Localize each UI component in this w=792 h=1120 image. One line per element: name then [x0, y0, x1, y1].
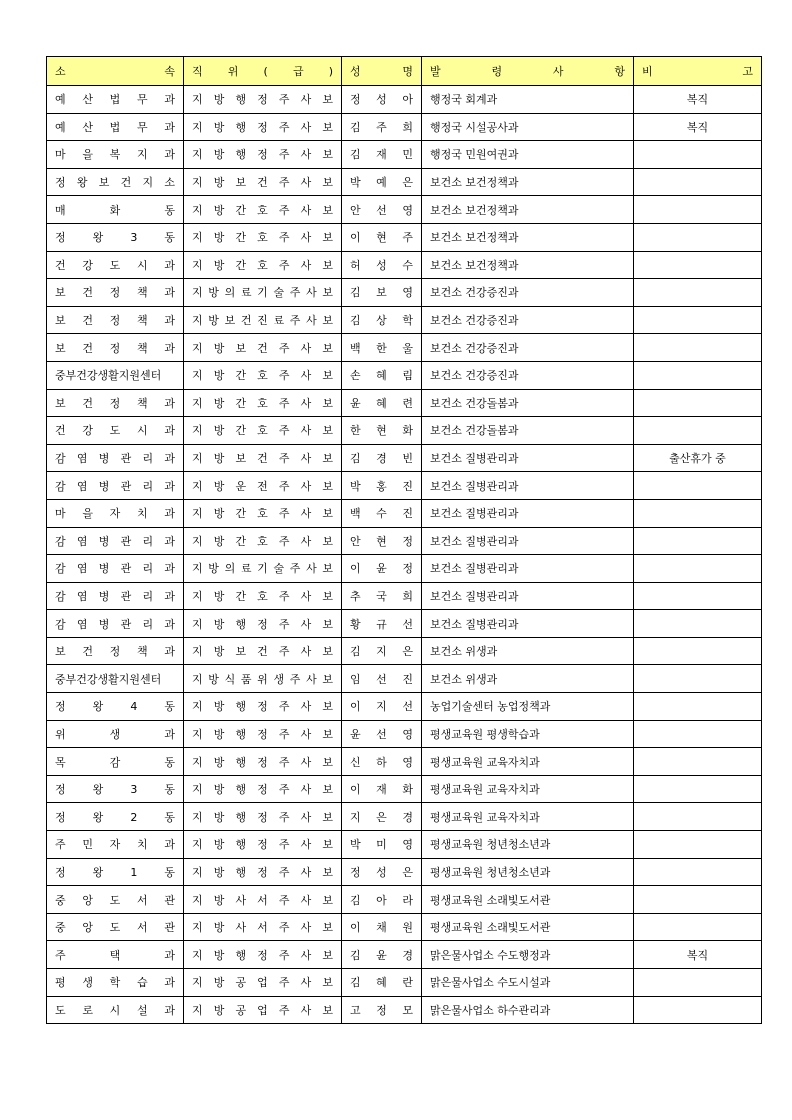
note-cell [634, 748, 762, 776]
table-row [47, 913, 762, 941]
order-cell: 보건소 건강돌봄과 [422, 417, 634, 445]
name-cell: 윤 혜 련 [342, 389, 422, 417]
order-cell: 보건소 보건정책과 [422, 168, 634, 196]
note-cell [634, 803, 762, 831]
order-cell: 보건소 건강증진과 [422, 279, 634, 307]
note-cell [634, 417, 762, 445]
table-row [47, 941, 762, 969]
position-cell: 지 방 행 정 주 사 보 [184, 693, 342, 721]
position-cell: 지 방 행 정 주 사 보 [184, 858, 342, 886]
name-cell: 박 예 은 [342, 168, 422, 196]
name-cell: 이 현 주 [342, 223, 422, 251]
note-cell [634, 472, 762, 500]
dept-cell: 감 염 병 관 리 과 [47, 444, 184, 472]
note-cell: 복직 [634, 941, 762, 969]
dept-cell: 감 염 병 관 리 과 [47, 472, 184, 500]
note-cell: 복직 [634, 86, 762, 114]
name-cell: 허 성 수 [342, 251, 422, 279]
name-cell: 황 규 선 [342, 610, 422, 638]
position-cell: 지 방 보 건 진 료 주 사 보 [184, 306, 342, 334]
note-cell [634, 555, 762, 583]
position-cell: 지 방 간 호 주 사 보 [184, 196, 342, 224]
table-row [47, 417, 762, 445]
order-cell: 보건소 질병관리과 [422, 582, 634, 610]
position-cell: 지 방 간 호 주 사 보 [184, 582, 342, 610]
note-cell [634, 831, 762, 859]
position-cell: 지 방 간 호 주 사 보 [184, 499, 342, 527]
dept-cell: 정 왕 4 동 [47, 693, 184, 721]
order-cell: 행정국 민원여권과 [422, 141, 634, 169]
order-cell: 평생교육원 소래빛도서관 [422, 886, 634, 914]
note-cell [634, 610, 762, 638]
name-cell: 김 혜 란 [342, 969, 422, 997]
order-cell: 평생교육원 청년청소년과 [422, 858, 634, 886]
dept-cell: 정 왕 2 동 [47, 803, 184, 831]
order-cell: 보건소 보건정책과 [422, 223, 634, 251]
order-cell: 평생교육원 청년청소년과 [422, 831, 634, 859]
table-row [47, 141, 762, 169]
position-cell: 지 방 사 서 주 사 보 [184, 913, 342, 941]
position-cell: 지 방 식 품 위 생 주 사 보 [184, 665, 342, 693]
order-cell: 평생교육원 교육자치과 [422, 775, 634, 803]
table-row [47, 306, 762, 334]
order-cell: 보건소 질병관리과 [422, 499, 634, 527]
table-row [47, 444, 762, 472]
note-cell [634, 582, 762, 610]
table-row [47, 251, 762, 279]
note-cell [634, 665, 762, 693]
dept-cell: 정 왕 보 건 지 소 [47, 168, 184, 196]
table-row [47, 803, 762, 831]
name-cell: 정 성 은 [342, 858, 422, 886]
dept-cell: 건 강 도 시 과 [47, 417, 184, 445]
position-cell: 지 방 행 정 주 사 보 [184, 141, 342, 169]
dept-cell: 정 왕 3 동 [47, 223, 184, 251]
name-cell: 이 재 화 [342, 775, 422, 803]
name-cell: 안 선 영 [342, 196, 422, 224]
order-cell: 보건소 질병관리과 [422, 610, 634, 638]
personnel-order-table [46, 56, 762, 1024]
dept-cell: 주 민 자 치 과 [47, 831, 184, 859]
dept-cell: 정 왕 3 동 [47, 775, 184, 803]
order-cell: 행정국 시설공사과 [422, 113, 634, 141]
header-position: 직 위 ( 급 ) [184, 57, 342, 86]
table-row [47, 223, 762, 251]
position-cell: 지 방 간 호 주 사 보 [184, 389, 342, 417]
order-cell: 평생교육원 교육자치과 [422, 748, 634, 776]
dept-cell: 중 앙 도 서 관 [47, 913, 184, 941]
name-cell: 백 한 울 [342, 334, 422, 362]
order-cell: 보건소 보건정책과 [422, 196, 634, 224]
name-cell: 추 국 희 [342, 582, 422, 610]
table-row [47, 582, 762, 610]
order-cell: 보건소 위생과 [422, 637, 634, 665]
name-cell: 김 아 라 [342, 886, 422, 914]
note-cell [634, 858, 762, 886]
table-row [47, 886, 762, 914]
header-order: 발 령 사 항 [422, 57, 634, 86]
name-cell: 지 은 경 [342, 803, 422, 831]
dept-cell: 주 택 과 [47, 941, 184, 969]
table-row [47, 472, 762, 500]
position-cell: 지 방 보 건 주 사 보 [184, 168, 342, 196]
table-row [47, 720, 762, 748]
note-cell [634, 637, 762, 665]
note-cell [634, 168, 762, 196]
table-row [47, 334, 762, 362]
dept-cell: 예 산 법 무 과 [47, 113, 184, 141]
position-cell: 지 방 간 호 주 사 보 [184, 361, 342, 389]
name-cell: 김 상 학 [342, 306, 422, 334]
name-cell: 이 윤 정 [342, 555, 422, 583]
name-cell: 백 수 진 [342, 499, 422, 527]
note-cell [634, 913, 762, 941]
dept-cell: 보 건 정 책 과 [47, 334, 184, 362]
note-cell [634, 223, 762, 251]
dept-cell: 도 로 시 설 과 [47, 996, 184, 1024]
position-cell: 지 방 간 호 주 사 보 [184, 527, 342, 555]
table-row [47, 996, 762, 1024]
order-cell: 행정국 회계과 [422, 86, 634, 114]
order-cell: 맑은물사업소 하수관리과 [422, 996, 634, 1024]
position-cell: 지 방 행 정 주 사 보 [184, 748, 342, 776]
order-cell: 보건소 질병관리과 [422, 555, 634, 583]
dept-cell: 보 건 정 책 과 [47, 306, 184, 334]
order-cell: 보건소 위생과 [422, 665, 634, 693]
position-cell: 지 방 행 정 주 사 보 [184, 610, 342, 638]
position-cell: 지 방 행 정 주 사 보 [184, 775, 342, 803]
dept-cell: 중 앙 도 서 관 [47, 886, 184, 914]
order-cell: 보건소 건강증진과 [422, 306, 634, 334]
table-row [47, 168, 762, 196]
order-cell: 보건소 건강돌봄과 [422, 389, 634, 417]
position-cell: 지 방 의 료 기 술 주 사 보 [184, 555, 342, 583]
note-cell [634, 693, 762, 721]
name-cell: 신 하 영 [342, 748, 422, 776]
order-cell: 평생교육원 평생학습과 [422, 720, 634, 748]
table-row [47, 361, 762, 389]
position-cell: 지 방 공 업 주 사 보 [184, 969, 342, 997]
dept-cell: 감 염 병 관 리 과 [47, 610, 184, 638]
table-row [47, 637, 762, 665]
order-cell: 보건소 보건정책과 [422, 251, 634, 279]
note-cell [634, 196, 762, 224]
position-cell: 지 방 사 서 주 사 보 [184, 886, 342, 914]
position-cell: 지 방 간 호 주 사 보 [184, 223, 342, 251]
dept-cell: 감 염 병 관 리 과 [47, 527, 184, 555]
order-cell: 보건소 질병관리과 [422, 472, 634, 500]
position-cell: 지 방 간 호 주 사 보 [184, 251, 342, 279]
order-cell: 맑은물사업소 수도시설과 [422, 969, 634, 997]
position-cell: 지 방 행 정 주 사 보 [184, 113, 342, 141]
name-cell: 박 미 영 [342, 831, 422, 859]
position-cell: 지 방 운 전 주 사 보 [184, 472, 342, 500]
position-cell: 지 방 공 업 주 사 보 [184, 996, 342, 1024]
note-cell [634, 527, 762, 555]
table-row [47, 665, 762, 693]
name-cell: 손 혜 림 [342, 361, 422, 389]
table-row [47, 858, 762, 886]
order-cell: 보건소 질병관리과 [422, 527, 634, 555]
note-cell [634, 499, 762, 527]
position-cell: 지 방 보 건 주 사 보 [184, 444, 342, 472]
position-cell: 지 방 보 건 주 사 보 [184, 334, 342, 362]
name-cell: 이 채 원 [342, 913, 422, 941]
note-cell: 복직 [634, 113, 762, 141]
table-row [47, 775, 762, 803]
order-cell: 평생교육원 소래빛도서관 [422, 913, 634, 941]
table-row [47, 527, 762, 555]
name-cell: 김 경 빈 [342, 444, 422, 472]
order-cell: 농업기술센터 농업정책과 [422, 693, 634, 721]
dept-cell: 마 을 자 치 과 [47, 499, 184, 527]
name-cell: 김 주 희 [342, 113, 422, 141]
table-row [47, 499, 762, 527]
dept-cell: 건 강 도 시 과 [47, 251, 184, 279]
dept-cell: 위 생 과 [47, 720, 184, 748]
note-cell [634, 279, 762, 307]
dept-cell: 예 산 법 무 과 [47, 86, 184, 114]
table-row [47, 610, 762, 638]
table-row [47, 196, 762, 224]
table-row [47, 86, 762, 114]
position-cell: 지 방 의 료 기 술 주 사 보 [184, 279, 342, 307]
note-cell [634, 996, 762, 1024]
name-cell: 이 지 선 [342, 693, 422, 721]
header-note: 비 고 [634, 57, 762, 86]
note-cell [634, 361, 762, 389]
dept-cell: 정 왕 1 동 [47, 858, 184, 886]
position-cell: 지 방 행 정 주 사 보 [184, 720, 342, 748]
dept-cell: 감 염 병 관 리 과 [47, 582, 184, 610]
note-cell: 출산휴가 중 [634, 444, 762, 472]
table-row [47, 555, 762, 583]
note-cell [634, 251, 762, 279]
position-cell: 지 방 행 정 주 사 보 [184, 803, 342, 831]
order-cell: 평생교육원 교육자치과 [422, 803, 634, 831]
table-row [47, 279, 762, 307]
table-row [47, 969, 762, 997]
name-cell: 정 성 아 [342, 86, 422, 114]
order-cell: 보건소 건강증진과 [422, 361, 634, 389]
dept-cell: 중부건강생활지원센터 [47, 361, 184, 389]
position-cell: 지 방 보 건 주 사 보 [184, 637, 342, 665]
table-row [47, 389, 762, 417]
dept-cell: 감 염 병 관 리 과 [47, 555, 184, 583]
dept-cell: 보 건 정 책 과 [47, 637, 184, 665]
dept-cell: 목 감 동 [47, 748, 184, 776]
name-cell: 윤 선 영 [342, 720, 422, 748]
name-cell: 고 정 모 [342, 996, 422, 1024]
table-row [47, 831, 762, 859]
position-cell: 지 방 간 호 주 사 보 [184, 417, 342, 445]
dept-cell: 마 을 복 지 과 [47, 141, 184, 169]
header-dept: 소 속 [47, 57, 184, 86]
table-body [47, 86, 762, 1024]
name-cell: 김 재 민 [342, 141, 422, 169]
table-row [47, 693, 762, 721]
dept-cell: 중부건강생활지원센터 [47, 665, 184, 693]
position-cell: 지 방 행 정 주 사 보 [184, 941, 342, 969]
name-cell: 안 현 정 [342, 527, 422, 555]
dept-cell: 보 건 정 책 과 [47, 279, 184, 307]
order-cell: 보건소 건강증진과 [422, 334, 634, 362]
table-header [47, 57, 762, 86]
order-cell: 맑은물사업소 수도행정과 [422, 941, 634, 969]
dept-cell: 평 생 학 습 과 [47, 969, 184, 997]
note-cell [634, 775, 762, 803]
position-cell: 지 방 행 정 주 사 보 [184, 831, 342, 859]
name-cell: 김 보 영 [342, 279, 422, 307]
note-cell [634, 141, 762, 169]
note-cell [634, 389, 762, 417]
header-name: 성 명 [342, 57, 422, 86]
note-cell [634, 306, 762, 334]
dept-cell: 매 화 동 [47, 196, 184, 224]
header-row [47, 57, 762, 86]
note-cell [634, 886, 762, 914]
position-cell: 지 방 행 정 주 사 보 [184, 86, 342, 114]
order-cell: 보건소 질병관리과 [422, 444, 634, 472]
name-cell: 김 지 은 [342, 637, 422, 665]
table-row [47, 748, 762, 776]
name-cell: 김 윤 경 [342, 941, 422, 969]
name-cell: 임 선 진 [342, 665, 422, 693]
name-cell: 박 홍 진 [342, 472, 422, 500]
note-cell [634, 969, 762, 997]
dept-cell: 보 건 정 책 과 [47, 389, 184, 417]
note-cell [634, 334, 762, 362]
name-cell: 한 현 화 [342, 417, 422, 445]
note-cell [634, 720, 762, 748]
table-row [47, 113, 762, 141]
